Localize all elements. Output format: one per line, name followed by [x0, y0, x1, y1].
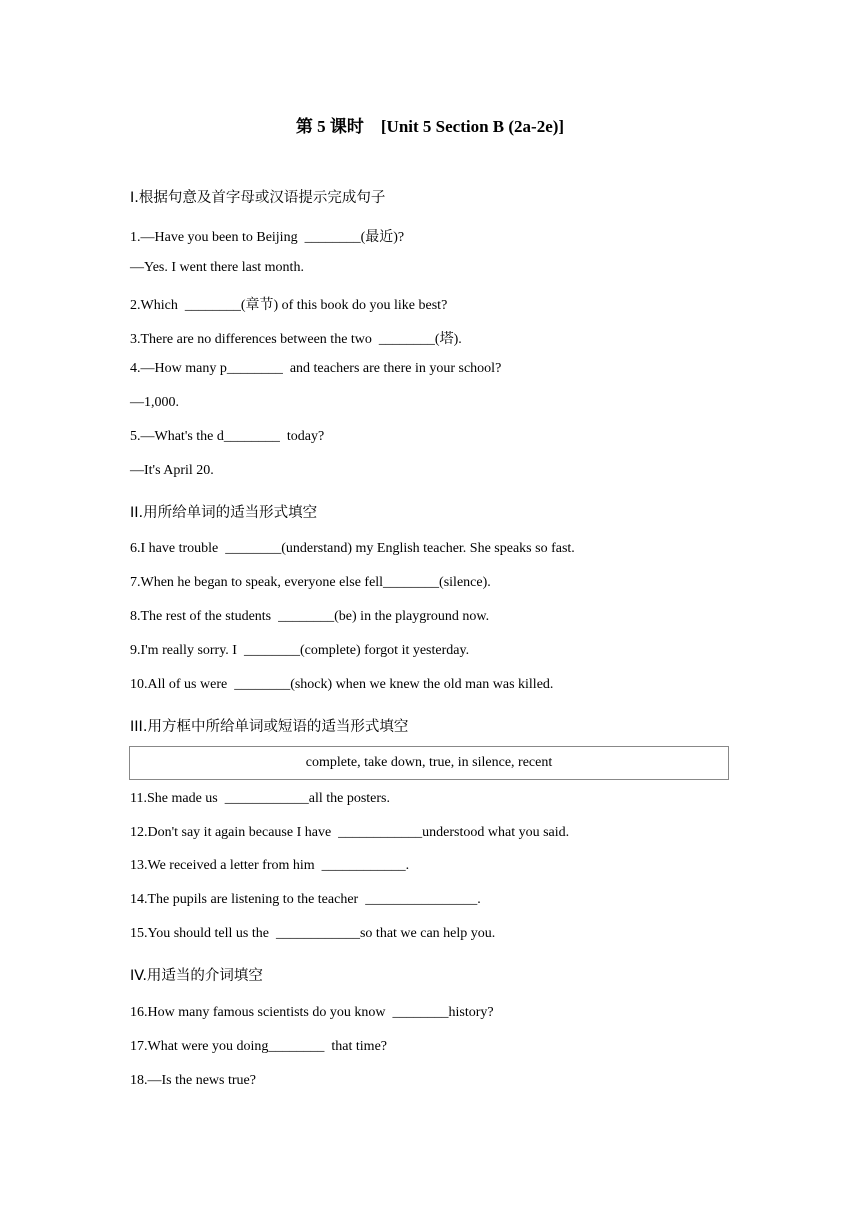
section-heading-1: I.根据句意及首字母或汉语提示完成句子	[130, 190, 386, 206]
question-10: 10.All of us were ________(shock) when we knew the old man was killed.	[130, 677, 554, 692]
answer-1: —Yes. I went there last month.	[130, 260, 304, 275]
answer-5: —It's April 20.	[130, 463, 214, 478]
question-13: 13.We received a letter from him ____________.	[130, 858, 410, 873]
section-heading-4: IV.用适当的介词填空	[130, 968, 263, 984]
question-2: 2.Which ________(章节) of this book do you like best?	[130, 298, 448, 313]
question-3: 3.There are no differences between the two ________(塔).	[130, 332, 462, 347]
question-5: 5.—What's the d________ today?	[130, 429, 325, 444]
question-11: 11.She made us ____________all the posters.	[130, 791, 391, 806]
question-7: 7.When he began to speak, everyone else fell________(silence).	[130, 575, 491, 590]
question-12: 12.Don't say it again because I have ____________understood what you said.	[130, 825, 570, 840]
section-heading-2: II.用所给单词的适当形式填空	[130, 505, 318, 521]
section-heading-3: III.用方框中所给单词或短语的适当形式填空	[130, 719, 409, 735]
question-15: 15.You should tell us the ____________so that we can help you.	[130, 926, 496, 941]
page-title: 第 5 课时 [Unit 5 Section B (2a-2e)]	[295, 117, 565, 136]
question-16: 16.How many famous scientists do you know ________history?	[130, 1005, 494, 1020]
question-18: 18.—Is the news true?	[130, 1073, 256, 1088]
question-17: 17.What were you doing________ that time?	[130, 1039, 387, 1054]
question-1: 1.—Have you been to Beijing ________(最近)?	[130, 230, 405, 245]
question-9: 9.I'm really sorry. I ________(complete) forgot it yesterday.	[130, 643, 470, 658]
question-8: 8.The rest of the students ________(be) in the playground now.	[130, 609, 490, 624]
question-14: 14.The pupils are listening to the teacher ________________.	[130, 892, 481, 907]
question-6: 6.I have trouble ________(understand) my English teacher. She speaks so fast.	[130, 541, 575, 556]
question-4: 4.—How many p________ and teachers are there in your school?	[130, 361, 502, 376]
word-box	[129, 746, 729, 780]
word-box-text: complete, take down, true, in silence, recent	[305, 755, 553, 770]
answer-4: —1,000.	[130, 395, 179, 410]
